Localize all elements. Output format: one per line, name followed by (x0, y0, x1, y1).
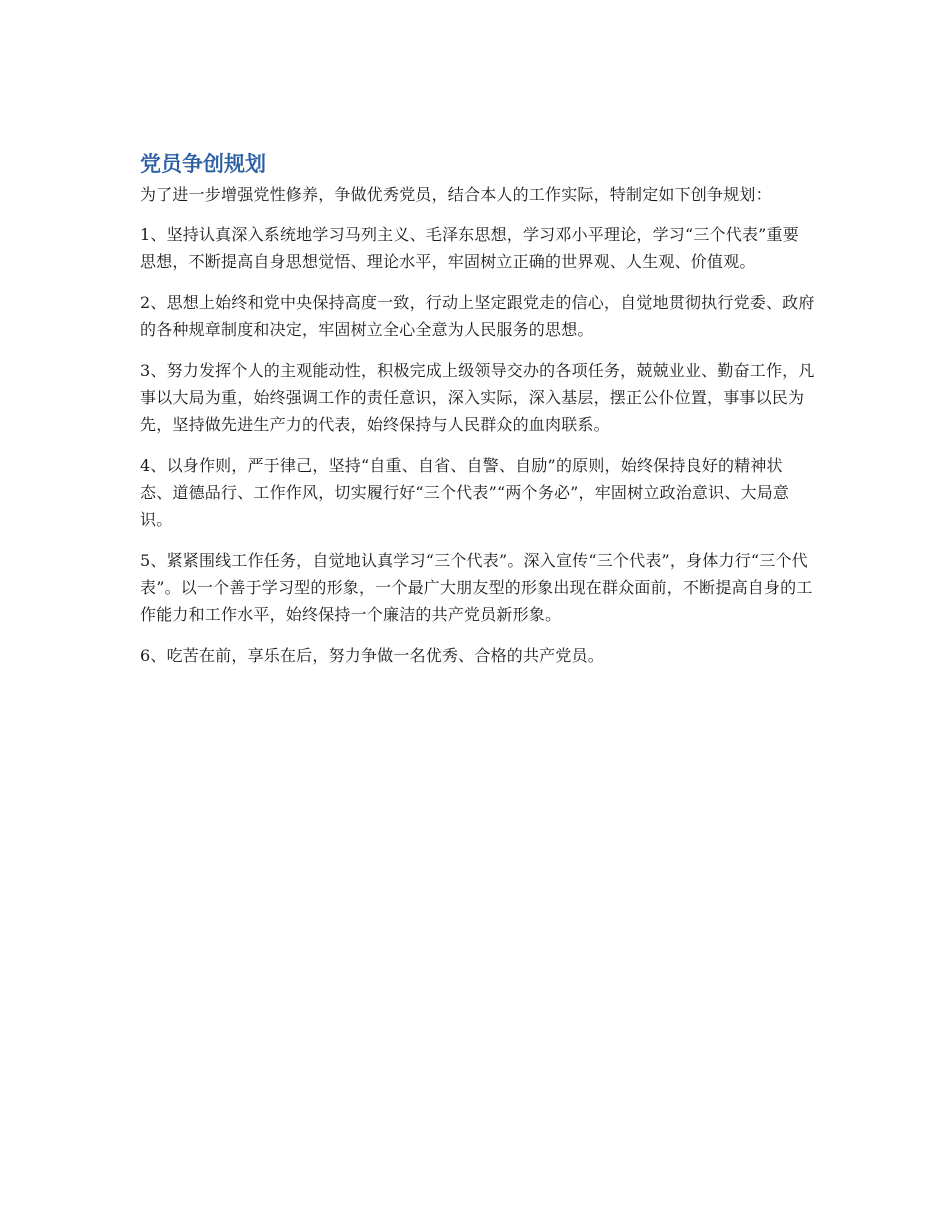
plan-item-2: 2、思想上始终和党中央保持高度一致，行动上坚定跟党走的信心，自觉地贯彻执行党委、政府的各种规章制度和决定，牢固树立全心全意为人民服务的思想。 (140, 293, 815, 339)
plan-item-6: 6、吃苦在前，享乐在后，努力争做一名优秀、合格的共产党员。 (140, 646, 604, 665)
plan-item-1: 1、坚持认真深入系统地学习马列主义、毛泽东思想，学习邓小平理论，学习“三个代表”重要思想，不断提高自身思想觉悟、理论水平，牢固树立正确的世界观、人生观、价值观。 (140, 225, 799, 271)
plan-item-4: 4、以身作则，严于律己，坚持“自重、自省、自警、自励”的原则，始终保持良好的精神状态、道德品行、工作作风，切实履行好“三个代表”“两个务必”，牢固树立政治意识、大局意识。 (140, 456, 790, 529)
intro-paragraph: 为了进一步增强党性修养，争做优秀党员，结合本人的工作实际，特制定如下创争规划： (140, 185, 772, 204)
document-title: 党员争创规划 (140, 152, 266, 176)
plan-item-5: 5、紧紧围线工作任务，自觉地认真学习“三个代表”。深入宣传“三个代表”，身体力行“三个代表”。以一个善于学习型的形象，一个最广大朋友型的形象出现在群众面前，不断提高自身的工作能力和工作水平，始终保持一个廉洁的共产党员新形象。 (140, 551, 813, 624)
plan-item-3: 3、努力发挥个人的主观能动性，积极完成上级领导交办的各项任务，兢兢业业、勤奋工作，凡事以大局为重，始终强调工作的责任意识，深入实际，深入基层，摆正公仆位置，事事以民为先，坚持做先进生产力的代表，始终保持与人民群众的血肉联系。 (140, 361, 815, 434)
document-body (140, 148, 815, 683)
